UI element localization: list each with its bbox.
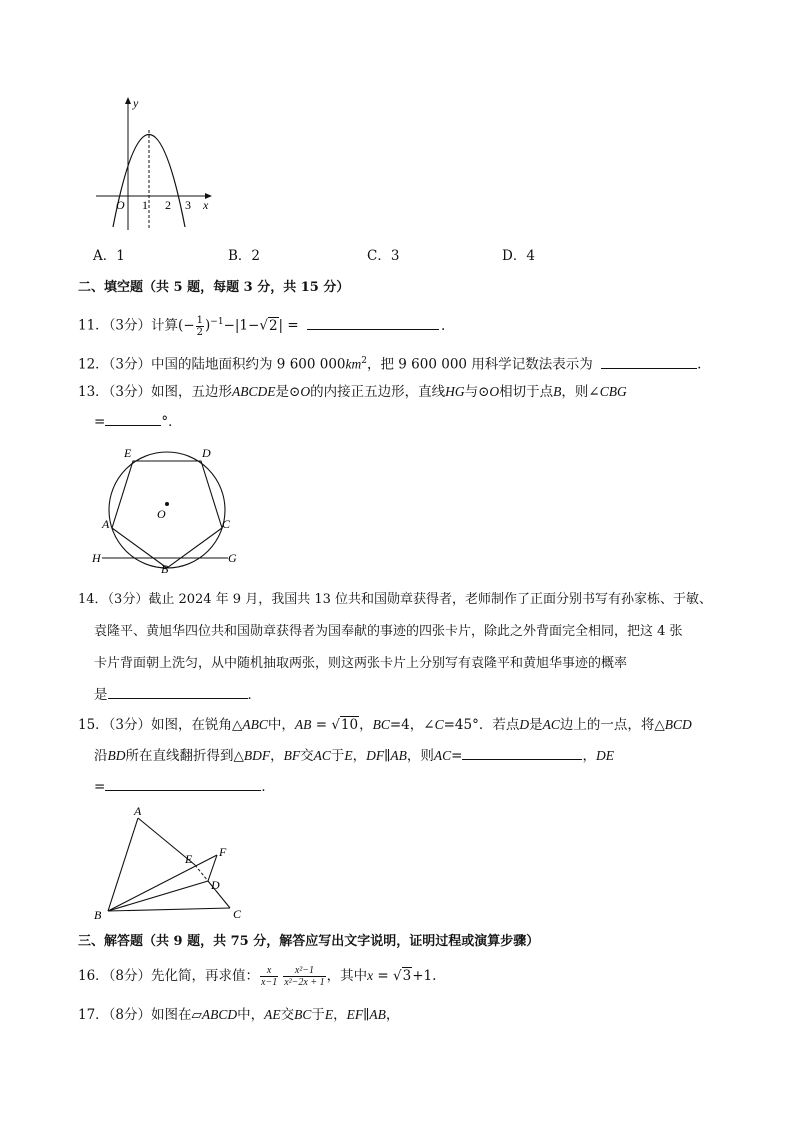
question-14-line-1: 14．（3分）截止 2024 年 9 月，我国共 13 位共和国勋章获得者，老师制作了正面分别书写有孙家栋、于敏、 [78, 592, 713, 607]
q15-ze: ，则 [406, 748, 434, 764]
q10-option-d: D．4 [502, 248, 535, 264]
q16-var: x [367, 968, 374, 983]
q17-ae: AE [264, 1007, 281, 1022]
q15-eq: = [311, 717, 332, 733]
q17-e: E [324, 1007, 334, 1022]
q13-degree: °． [161, 414, 182, 430]
q16-text: 16．（8分）先化简，再求值： [78, 968, 260, 984]
segment-bc [108, 908, 230, 911]
q15-c: C [434, 717, 444, 732]
origin-label: O [116, 198, 125, 212]
q15-text-g: 边上的一点，将△ [559, 717, 665, 733]
q15-text-b: 中， [267, 717, 295, 733]
q11-score: （3分） [108, 317, 152, 334]
q10-option-c: C．3 [367, 248, 400, 264]
label-b: B [94, 908, 102, 922]
q12-unit-exp: 2 [361, 356, 367, 366]
q16-f1-den: x−1 [261, 977, 278, 988]
question-14-line-3: 卡片背面朝上洗匀，从中随机抽取两张，则这两张卡片上分别写有袁隆平和黄旭华事迹的概率 [94, 656, 628, 671]
q15-bcd: BCD [664, 717, 692, 732]
q13-text-d: 与⊙ [464, 384, 490, 400]
label-e: E [124, 446, 132, 460]
x-axis-label: x [203, 198, 209, 212]
tick-2-label: 2 [165, 198, 171, 212]
question-13-line-2 [94, 413, 182, 431]
label-e: E [185, 852, 193, 866]
q17-bc: BC [294, 1007, 312, 1022]
q15-comma3: ， [352, 748, 367, 764]
q17-comma: ， [333, 1007, 347, 1023]
q12-end: . [697, 356, 702, 373]
q17-text-b: 中， [237, 1007, 265, 1023]
q13-circle-o: O [300, 384, 311, 399]
q15-bf: BF [283, 748, 301, 763]
segment-ed-dashed [195, 865, 208, 881]
q11-close-paren: ) [205, 317, 211, 334]
q15-ac: AC [542, 717, 560, 732]
section-3-title: 三、解答题（共 9 题，共 75 分，解答应写出文字说明，证明过程或演算步骤） [78, 934, 540, 949]
q13-line-hg: HG [445, 384, 465, 399]
label-c: C [222, 517, 231, 531]
q15-parallel: ∥ [384, 748, 391, 764]
q15-triangle: ABC [242, 717, 268, 732]
q11-number: 11． [78, 317, 109, 334]
q15-comma2: ， [270, 748, 284, 764]
question-16 [78, 965, 436, 988]
q15-jiao: 交 [300, 748, 314, 764]
q10-option-a: A．1 [93, 248, 125, 264]
q15-ab: AB [294, 717, 312, 732]
q16-f2-num: x²−1 [283, 965, 325, 977]
q17-comma2: ， [385, 1007, 400, 1023]
q15-bd: BD [107, 748, 126, 763]
q15-end: ． [261, 779, 275, 795]
label-g: G [228, 551, 237, 565]
y-axis-label: y [133, 96, 139, 110]
q15-comma: ， [359, 717, 373, 733]
q13-text-c: 的内接正五边形，直线 [310, 384, 446, 400]
q16-sqrt-radicand: 3 [402, 968, 412, 984]
q11-abs-close: | = [278, 317, 299, 334]
q15-text-e: =45°．若点 [443, 717, 520, 733]
q16-sqrt-symbol: √ [393, 968, 402, 984]
label-f: F [219, 845, 227, 859]
q16-f1-num: x [260, 965, 278, 977]
label-a: A [102, 517, 110, 531]
q16-eq: = [373, 968, 393, 984]
q10-option-b: B．2 [228, 248, 261, 264]
q13-text-b: 是⊙ [275, 384, 301, 400]
label-o: O [157, 507, 166, 521]
q15-comma4: ， [582, 748, 596, 764]
q17-ef: EF [346, 1007, 364, 1022]
q15-eq2: = [451, 748, 463, 764]
q15-sqrt-radicand: 10 [340, 717, 359, 733]
q15-answer-blank-ac[interactable] [462, 747, 582, 760]
q13-pentagon: ABCDE [232, 384, 276, 399]
q16-fraction-2 [283, 965, 325, 988]
q11-frac-num: 1 [196, 314, 203, 326]
question-15-line-1 [78, 716, 692, 734]
q12-text: 12．（3分）中国的陆地面积约为 9 600 000 [78, 356, 346, 373]
q15-yu: 于 [330, 748, 345, 764]
q13-pentagon-figure [88, 442, 248, 576]
label-a: A [134, 804, 142, 818]
q14-end: ． [247, 687, 261, 703]
q11-text: 计算( [151, 317, 184, 334]
q11-frac-den: 2 [196, 326, 203, 338]
q12-text-b: ，把 9 600 000 用科学记数法表示为 [367, 356, 593, 373]
q15-triangle-figure [90, 803, 250, 925]
q11-abs-open: −|1− [223, 317, 260, 334]
tick-1-label: 1 [142, 198, 148, 212]
q14-shi: 是 [94, 687, 108, 703]
q12-unit: km [345, 356, 362, 372]
label-c: C [233, 907, 242, 921]
q16-f2-den: x²−2x + 1 [284, 977, 325, 988]
q16-text-b: ，其中 [326, 968, 368, 984]
q17-jiao: 交 [280, 1007, 295, 1023]
q11-answer-blank[interactable] [307, 317, 439, 330]
question-17 [78, 1006, 399, 1024]
question-15-line-2 [94, 747, 614, 765]
center-point-o [165, 502, 169, 506]
q15-e: E [344, 748, 353, 763]
q16-fraction-1 [260, 965, 278, 988]
question-11 [78, 313, 445, 338]
q15-text-2b: 所在直线翻折得到△ [125, 748, 244, 764]
q14-answer-blank[interactable] [108, 686, 248, 699]
q13-circle-o2: O [489, 384, 500, 399]
q15-text-d: =4，∠ [389, 717, 435, 733]
q13-text: 13．（3分）如图，五边形 [78, 384, 233, 400]
q15-yan: 沿 [94, 748, 108, 764]
question-12 [78, 352, 701, 374]
circle-o [109, 452, 225, 568]
q13-eq: = [94, 414, 106, 430]
question-15-line-3 [94, 778, 275, 796]
y-axis-arrow [125, 97, 131, 104]
q11-sqrt-radicand: 2 [268, 317, 278, 334]
label-h: H [92, 551, 101, 565]
q15-de: DE [595, 748, 614, 763]
q13-text-f: ，则∠ [561, 384, 600, 400]
q17-yu: 于 [311, 1007, 325, 1023]
q11-sqrt-symbol: √ [259, 317, 268, 334]
q13-point-b: B [553, 384, 562, 399]
q10-parabola-graph [90, 92, 220, 234]
label-b: B [161, 562, 169, 576]
q15-answer-blank-de[interactable] [105, 778, 261, 791]
q12-answer-blank[interactable] [601, 356, 697, 369]
q15-bdf: BDF [243, 748, 271, 763]
q11-minus: − [183, 317, 195, 334]
q17-ab: AB [369, 1007, 386, 1022]
q15-ab2: AB [390, 748, 407, 763]
q15-eq3: = [94, 779, 106, 795]
q15-sqrt-symbol: √ [331, 717, 340, 733]
q15-text-f: 是 [529, 717, 543, 733]
q17-abcd: ABCD [201, 1007, 238, 1022]
q15-bc: BC [372, 717, 390, 732]
question-14-line-2: 袁隆平、黄旭华四位共和国勋章获得者为国奉献的事迹的四张卡片，除此之外背面完全相同，把这 4 张 [94, 624, 683, 639]
q16-text-c: +1. [412, 968, 437, 984]
section-2-title: 二、填空题（共 5 题，每题 3 分，共 15 分） [78, 280, 350, 295]
q15-text: 15．（3分）如图，在锐角△ [78, 717, 243, 733]
label-d: D [211, 878, 220, 892]
q15-df: DF [366, 748, 385, 763]
question-14-line-4 [94, 686, 261, 704]
tick-3-label: 3 [185, 198, 191, 212]
q15-ac2: AC [313, 748, 331, 763]
segment-ab [108, 818, 138, 911]
q17-parallel: ∥ [363, 1007, 370, 1023]
question-13-line-1 [78, 383, 627, 401]
q11-end: . [440, 317, 446, 334]
q11-fraction [196, 315, 204, 338]
q11-exponent: −1 [210, 317, 224, 327]
regular-pentagon [112, 461, 222, 568]
q13-text-e: 相切于点 [499, 384, 554, 400]
q17-text: 17．（8分）如图在▱ [78, 1007, 202, 1023]
q15-d: D [519, 717, 530, 732]
q13-answer-blank[interactable] [105, 413, 161, 426]
q13-angle: CBG [599, 384, 627, 399]
q15-ac3: AC [433, 748, 452, 763]
label-d: D [202, 446, 211, 460]
